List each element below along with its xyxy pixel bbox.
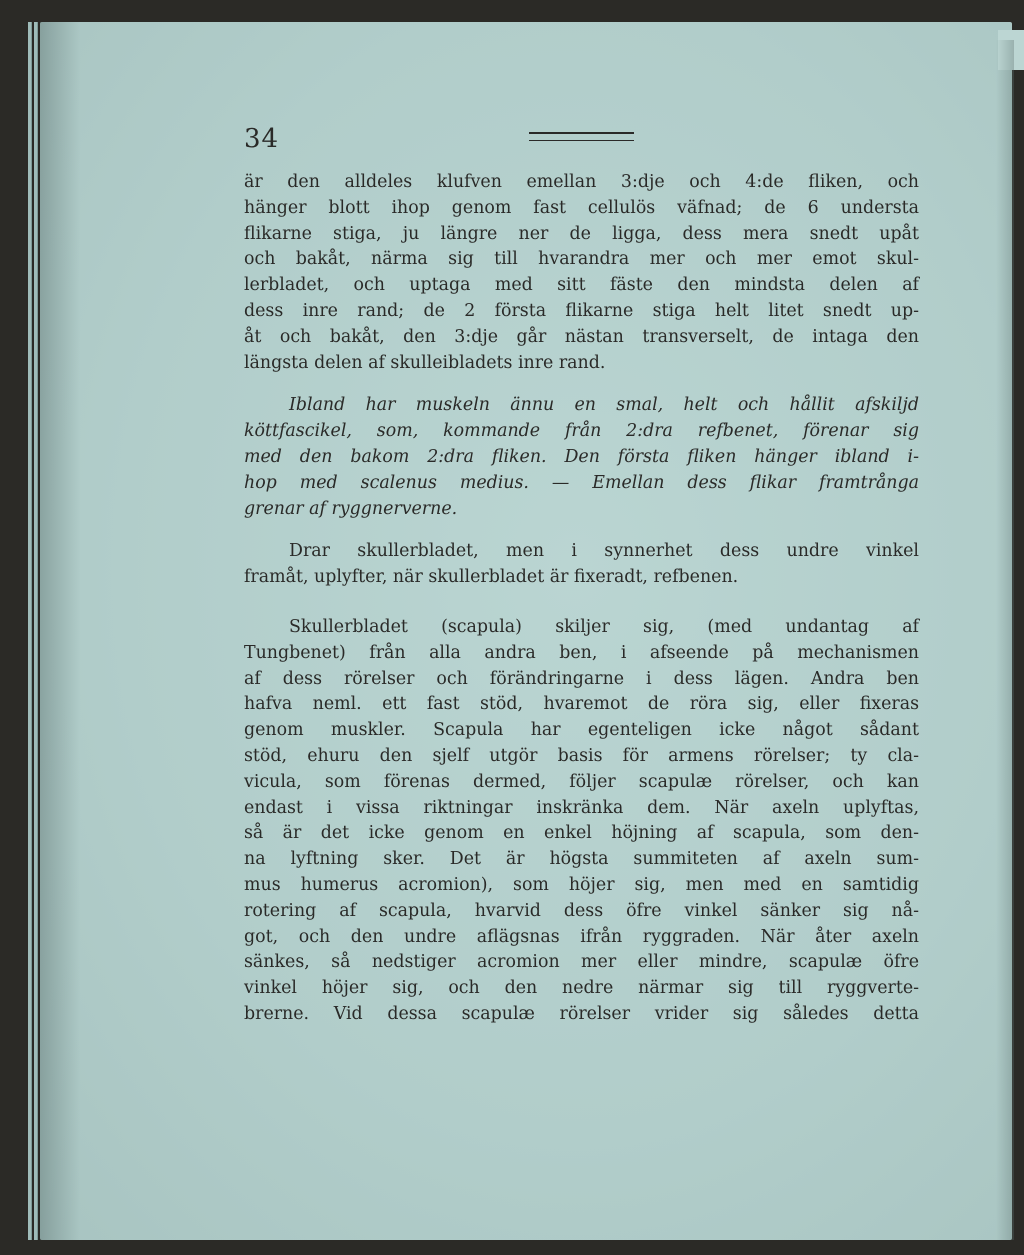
page-edge-stack [34,22,38,1240]
text-line: Skullerbladet (scapula) skiljer sig, (med undantag af [289,616,919,637]
paragraph-function [244,539,919,591]
text-line: got, och den undre aflägsnas ifrån ryggraden. När åter axeln [244,926,919,947]
paragraph-italic-note [244,393,919,522]
text-line: köttfascikel, som, kommande från 2:dra refbenet, förenar sig [244,421,919,442]
text-line: så är det icke genom en enkel höjning af scapula, som den- [244,823,919,844]
header-rule [529,132,634,141]
text-line: Tungbenet) från alla andra ben, i afseende på mechanismen [244,642,919,663]
text-line: af dess rörelser och förändringarne i dess lägen. Andra ben [244,668,919,689]
text-line: na lyftning sker. Det är högsta summiteten af axeln sum- [244,849,919,870]
text-line: framåt, uplyfter, när skullerbladet är fixeradt, refbenen. [244,567,739,588]
text-line: hänger blott ihop genom fast cellulös väfnad; de 6 understa [244,197,919,218]
page-header [244,120,919,170]
paragraph-muscle-description [244,170,919,376]
text-line: Drar skullerbladet, men i synnerhet dess undre vinkel [289,541,919,562]
text-line: mus humerus acromion), som höjer sig, men med en samtidig [244,874,919,895]
text-line: åt och bakåt, den 3:dje går nästan transverselt, de intaga den [244,326,919,347]
page-edge-stack [28,22,32,1240]
text-line: vicula, som förenas dermed, följer scapulæ rörelser, och kan [244,771,919,792]
text-line: med den bakom 2:dra fliken. Den första fliken hänger ibland i- [244,446,919,467]
page-number: 34 [244,124,280,154]
gutter-shadow [40,22,80,1240]
text-line: längsta delen af skulleibladets inre rand. [244,352,606,373]
text-line: dess inre rand; de 2 första flikarne stiga helt litet snedt up- [244,300,919,321]
paragraph-scapula [244,615,919,1028]
text-line: rotering af scapula, hvarvid dess öfre vinkel sänker sig nå- [244,900,919,921]
text-line: Ibland har muskeln ännu en smal, helt och hållit afskiljd [289,395,919,416]
page-right-edge [996,40,1014,1240]
text-line: grenar af ryggnerverne. [244,498,458,519]
text-line: hop med scalenus medius. — Emellan dess flikar framtrånga [244,472,919,493]
text-line: endast i vissa riktningar inskränka dem. När axeln uplyftas, [244,797,919,818]
text-line: flikarne stiga, ju längre ner de ligga, dess mera snedt upåt [244,223,919,244]
text-line: stöd, ehuru den sjelf utgör basis för armens rörelser; ty cla- [244,745,919,766]
text-line: genom muskler. Scapula har egenteligen icke något sådant [244,720,919,741]
text-line: hafva neml. ett fast stöd, hvaremot de röra sig, eller fixeras [244,694,919,715]
text-line: är den alldeles klufven emellan 3:dje och 4:de fliken, och [244,172,919,192]
text-line: och bakåt, närma sig till hvarandra mer och mer emot skul- [244,249,919,270]
text-line: brerne. Vid dessa scapulæ rörelser vrider sig således detta [244,1003,919,1024]
text-line: lerbladet, och uptaga med sitt fäste den mindsta delen af [244,275,919,296]
page-content [244,120,919,1045]
text-line: sänkes, så nedstiger acromion mer eller mindre, scapulæ öfre [244,952,919,973]
text-line: vinkel höjer sig, och den nedre närmar sig till ryggverte- [244,978,919,999]
